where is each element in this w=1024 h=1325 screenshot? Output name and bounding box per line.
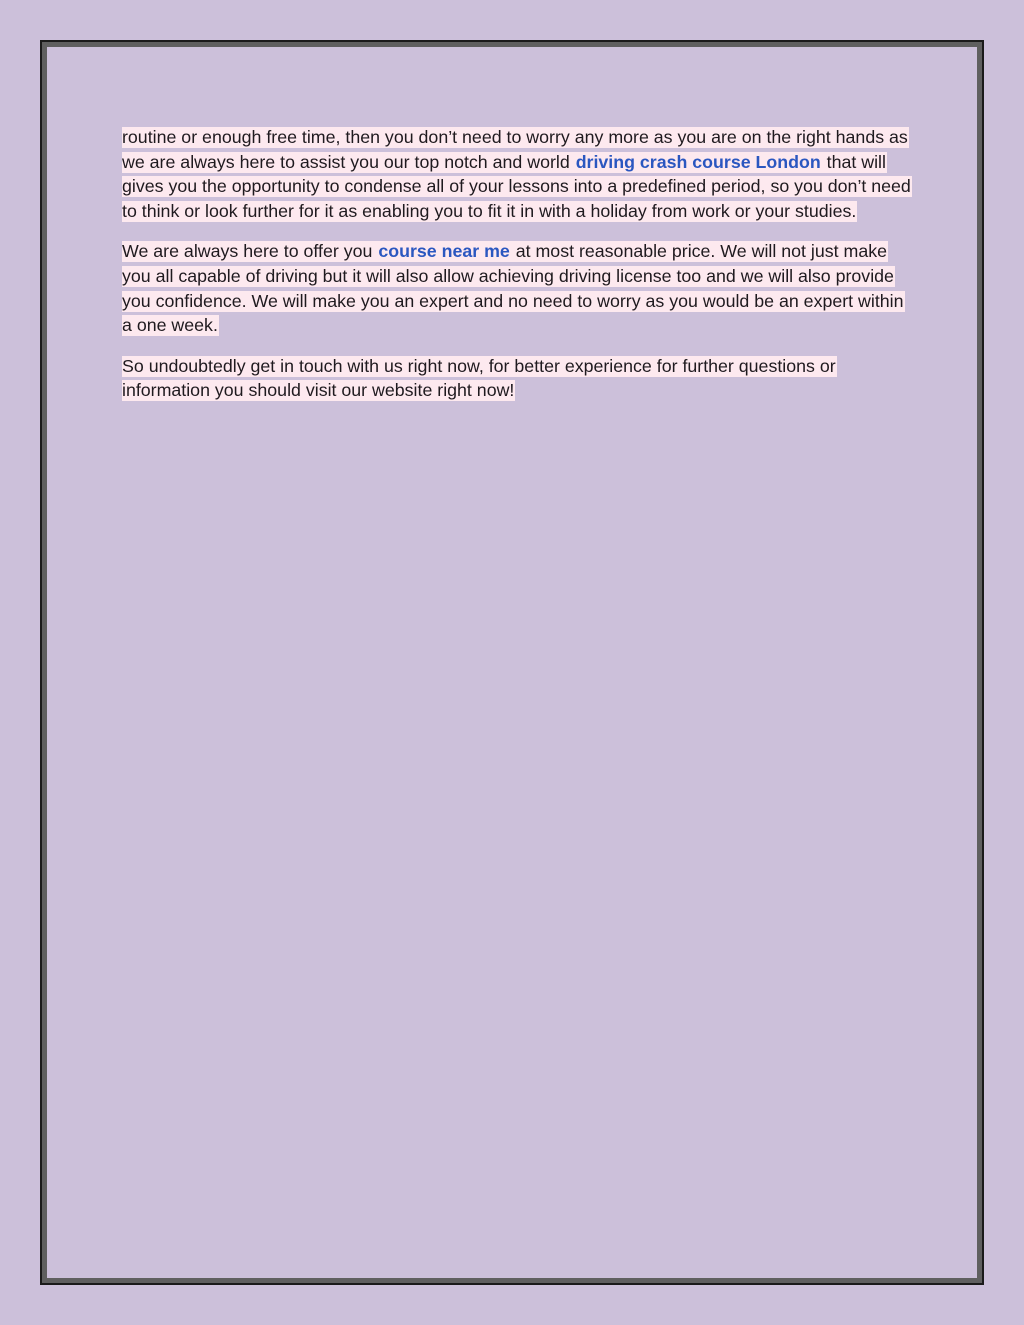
paragraph-3-text: So undoubtedly get in touch with us right now, for better experience for further questions or information you should visit our website right now! bbox=[122, 355, 836, 401]
driving-crash-course-london-link[interactable]: driving crash course London bbox=[575, 151, 821, 172]
page-body bbox=[47, 47, 977, 1278]
document-content bbox=[122, 125, 912, 419]
paragraph-3 bbox=[122, 354, 912, 403]
paragraph-1-text-after: that will gives you the opportunity to condense all of your lessons into a predefined period, so you don’t need to think or look further for it as enabling you to fit it in with a holiday from work or your studies. bbox=[122, 151, 911, 221]
paragraph-2 bbox=[122, 239, 912, 337]
page-frame bbox=[40, 40, 984, 1285]
course-near-me-link[interactable]: course near me bbox=[378, 241, 510, 262]
paragraph-2-text-after: at most reasonable price. We will not just make you all capable of driving but it will also allow achieving driving license too and we will also provide you confidence. We will make you an expert and no need to worry as you would be an expert within a one week. bbox=[122, 241, 904, 336]
paragraph-1-text-before: routine or enough free time, then you don’t need to worry any more as you are on the right hands as we are always here to assist you our top notch and world bbox=[122, 127, 908, 172]
paragraph-1 bbox=[122, 125, 912, 223]
paragraph-2-text-before: We are always here to offer you bbox=[122, 241, 378, 262]
